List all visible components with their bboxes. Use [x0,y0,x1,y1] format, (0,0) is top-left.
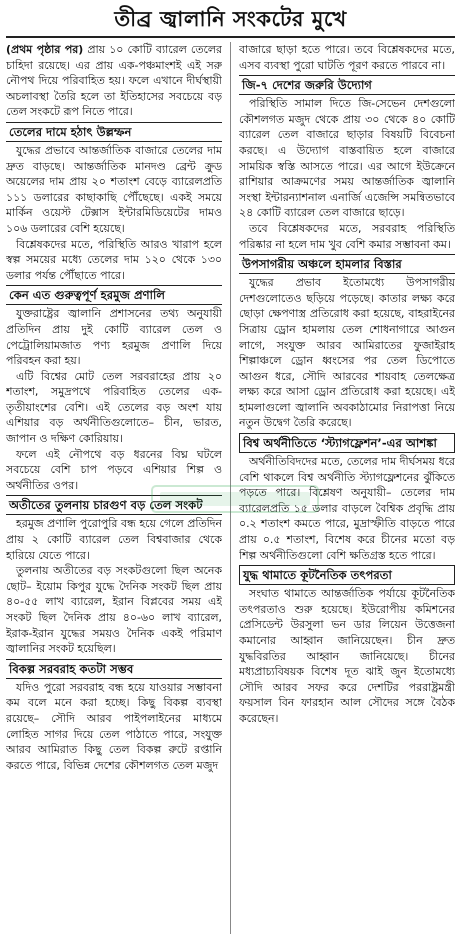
paragraph: হরমুজ প্রণালি পুরোপুরি বন্ধ হয়ে গেলে প্রতিদিন প্রায় ২ কোটি ব্যারেল তেল বিশ্ববাজার থেকে হারিয়ে যেতে পারে। [6,517,223,562]
subheading-gulf-attacks: উপসাগরীয় অঞ্চলে হামলার বিস্তার [239,254,455,274]
subheading-g7: জি-৭ দেশের জরুরি উদ্যোগ [239,75,455,95]
paragraph: বাজারে ছাড়া হতে পারে। তবে বিশ্লেষকদের মতে, এসব ব্যবস্থা পুরো ঘাটতি পূরণ করতে পারবে না। [239,43,455,72]
left-column [6,42,222,934]
intro-text: প্রায় ১০ কোটি ব্যারেল তেলের চাহিদা রয়েছে। এর প্রায় এক-পঞ্চমাংশই এই সরু নৌপথ দিয়ে পরিবাহিত হয়। ফলে এখানে দীর্ঘস্থায়ী অচলাবস্থা তৈরি হলে তা ইতিহাসের সবচেয়ে বড় তেল সংকটে রূপ নিতে পারে। [6,43,223,119]
continuation-label: (প্রথম পৃষ্ঠার পর) [6,43,84,56]
subheading-diplomacy: যুদ্ধ থামাতে কূটনৈতিক তৎপরতা [239,565,455,585]
paragraph: তবে বিশ্লেষকদের মতে, সরবরাহ পরিস্থিতি পরিষ্কার না হলে দাম খুব বেশি কমার সম্ভাবনা কম। [239,221,455,251]
paragraph: বিশ্লেষকদের মতে, পরিস্থিতি আরও খারাপ হলে স্বল্প সময়ের মধ্যে তেলের দাম ১২০ থেকে ১৩০ ডলার পর্যন্ত পৌঁছাতে পারে। [6,237,223,282]
paragraph: যুদ্ধের প্রভাব ইতোমধ্যে উপসাগরীয় দেশগুলোতেও ছড়িয়ে পড়েছে। কাতার লক্ষ্য করে ছোড়া ক্ষেপণাস্ত্র প্রতিরোধ করা হয়েছে, বাহরাইনের সিত্রায় ড্রোন হামলায় তেল শোধনাগারে আগুন লাগে, সংযুক্ত আরব আমিরাতের ফুজাইরাহ শিল্পাঞ্চলে ড্রোন ধ্বংসের পর তেল ডিপোতে আগুন ধরে, সৌদি আরবের শায়বাহ তেলক্ষেত্র লক্ষ্য করে আসা ড্রোন প্রতিরোধ করা হয়েছে। এই হামলাগুলো জ্বালানি অবকাঠামোর নিরাপত্তা নিয়ে নতুন উদ্বেগ তৈরি করেছে। [239,276,455,430]
intro-paragraph [6,42,222,120]
paragraph: অর্থনীতিবিদদের মতে, তেলের দাম দীর্ঘসময় ধরে বেশি থাকলে বিশ্ব অর্থনীতি স্ট্যাগফ্লেশনের ঝুঁকিতে পড়তে পারে। বিশ্লেষণ অনুযায়ী– তেলের দাম ব্যারেলপ্রতি ১৫ ডলার বাড়লে বৈশ্বিক প্রবৃদ্ধি প্রায় ০.২ শতাংশ কমতে পারে, মুদ্রাস্ফীতি বাড়তে পারে প্রায় ০.৫ শতাংশ, বিশেষ করে চীনের মতো বড় শিল্প অর্থনীতিগুলো বেশি ক্ষতিগ্রস্ত হতে পারে। [239,455,455,562]
subheading-hormuz-importance: কেন এত গুরুত্বপূর্ণ হরমুজ প্রণালি [6,285,222,305]
paragraph: ফলে এই নৌপথে বড় ধরনের বিঘ্ন ঘটলে সবচেয়ে বেশি চাপ পড়বে এশিয়ার শিল্প ও অর্থনীতির ওপর। [6,447,223,492]
article-columns [6,42,455,934]
paragraph: যুদ্ধের প্রভাবে আন্তর্জাতিক বাজারে তেলের দাম দ্রুত বাড়ছে। আন্তর্জাতিক মানদণ্ড ব্রেন্ট ক্রুড অয়েলের দাম প্রায় ২০ শতাংশ বেড়ে ব্যারেলপ্রতি ১১১ ডলারের কাছাকাছি পৌঁছেছে। একই সময়ে মার্কিন ওয়েস্ট টেক্সাস ইন্টারমিডিয়েটের দামও ১০৬ ডলারের বেশি হয়েছে। [6,143,223,235]
subheading-stagflation: বিশ্ব অর্থনীতিতে ‘স্ট্যাগফ্লেশন’-এর আশঙ্কা [239,433,455,453]
right-column [239,42,455,934]
subheading-price-jump: তেলের দামে হঠাৎ উল্লম্ফন [6,122,222,142]
column-divider [230,42,231,934]
paragraph: এটি বিশ্বের মোট তেল সরবরাহের প্রায় ২০ শতাংশ, সমুদ্রপথে পরিবাহিত তেলের এক-তৃতীয়াংশের বেশি। এই তেলের বড় অংশ যায় এশিয়ার বড় অর্থনীতিগুলোতে– চীন, ভারত, জাপান ও দক্ষিণ কোরিয়ায়। [6,369,223,446]
subheading-alternative-supply: বিকল্প সরবরাহ কতটা সম্ভব [6,659,222,679]
paragraph: পরিস্থিতি সামাল দিতে জি-সেভেন দেশগুলো কৌশলগত মজুদ থেকে প্রায় ৩০ থেকে ৪০ কোটি ব্যারেল তেল বাজারে ছাড়ার বিষয়টি বিবেচনা করছে। এ উদ্যোগ বাস্তবায়িত হলে বাজারে সাময়িক স্বস্তি আসতে পারে। এর আগে ইউক্রেনে রাশিয়ার আক্রমণের সময় আন্তর্জাতিক জ্বালানি সংস্থা ইন্টারন্যাশনাল এনার্জি এজেন্সি সমন্বিতভাবে ২৪ কোটি ব্যারেল তেল বাজারে ছাড়ে। [239,97,455,220]
paragraph: সংঘাত থামাতে আন্তর্জাতিক পর্যায়ে কূটনৈতিক তৎপরতাও শুরু হয়েছে। ইউরোপীয় কমিশনের প্রেসিডেন্ট উরসুলা ভন ডার লিয়েন উত্তেজনা কমানোর আহ্বান জানিয়েছেন। চীন দ্রুত যুদ্ধবিরতির আহ্বান জানিয়েছে। চীনের মধ্যপ্রাচ্যবিষয়ক বিশেষ দূত ঝাই জুন ইতোমধ্যে সৌদি আরব সফর করে দেশটির পররাষ্ট্রমন্ত্রী ফয়সাল বিন ফারহান আল সৌদের সঙ্গে বৈঠক করেছেন। [239,587,455,725]
paragraph: তুলনায় অতীতের বড় সংকটগুলো ছিল অনেক ছোট– ইয়োম কিপুর যুদ্ধে দৈনিক সংকট ছিল প্রায় ৪০-৫৫ লাখ ব্যারেল, ইরান বিপ্লবের সময় এই সংকট ছিল দৈনিক প্রায় ৪০-৬০ লাখ ব্যারেল, ইরাক-ইরান যুদ্ধের সময়ও দৈনিক একই পরিমাণ জ্বালানির সংকট হয়েছিল। [6,564,223,656]
paragraph: যদিও পুরো সরবরাহ বন্ধ হয়ে যাওয়ার সম্ভাবনা কম বলে মনে করা হচ্ছে। কিছু বিকল্প ব্যবস্থা রয়েছে– সৌদি আরব পাইপলাইনের মাধ্যমে লোহিত সাগর দিয়ে তেল পাঠাতে পারে, সংযুক্ত আরব আমিরাত কিছু তেল বিকল্প রুটে রপ্তানি করতে পারে, বিভিন্ন দেশের কৌশলগত তেল মজুদ [6,680,223,772]
headline: তীব্র জ্বালানি সংকটের মুখে [6,4,455,38]
paragraph: যুক্তরাষ্ট্রের জ্বালানি প্রশাসনের তথ্য অনুযায়ী প্রতিদিন প্রায় দুই কোটি ব্যারেল তেল ও পেট্রোলিয়ামজাত পণ্য হরমুজ প্রণালি দিয়ে পরিবহন করা হয়। [6,307,223,368]
subheading-bigger-crisis: অতীতের তুলনায় চারগুণ বড় তেল সংকট [6,495,222,515]
